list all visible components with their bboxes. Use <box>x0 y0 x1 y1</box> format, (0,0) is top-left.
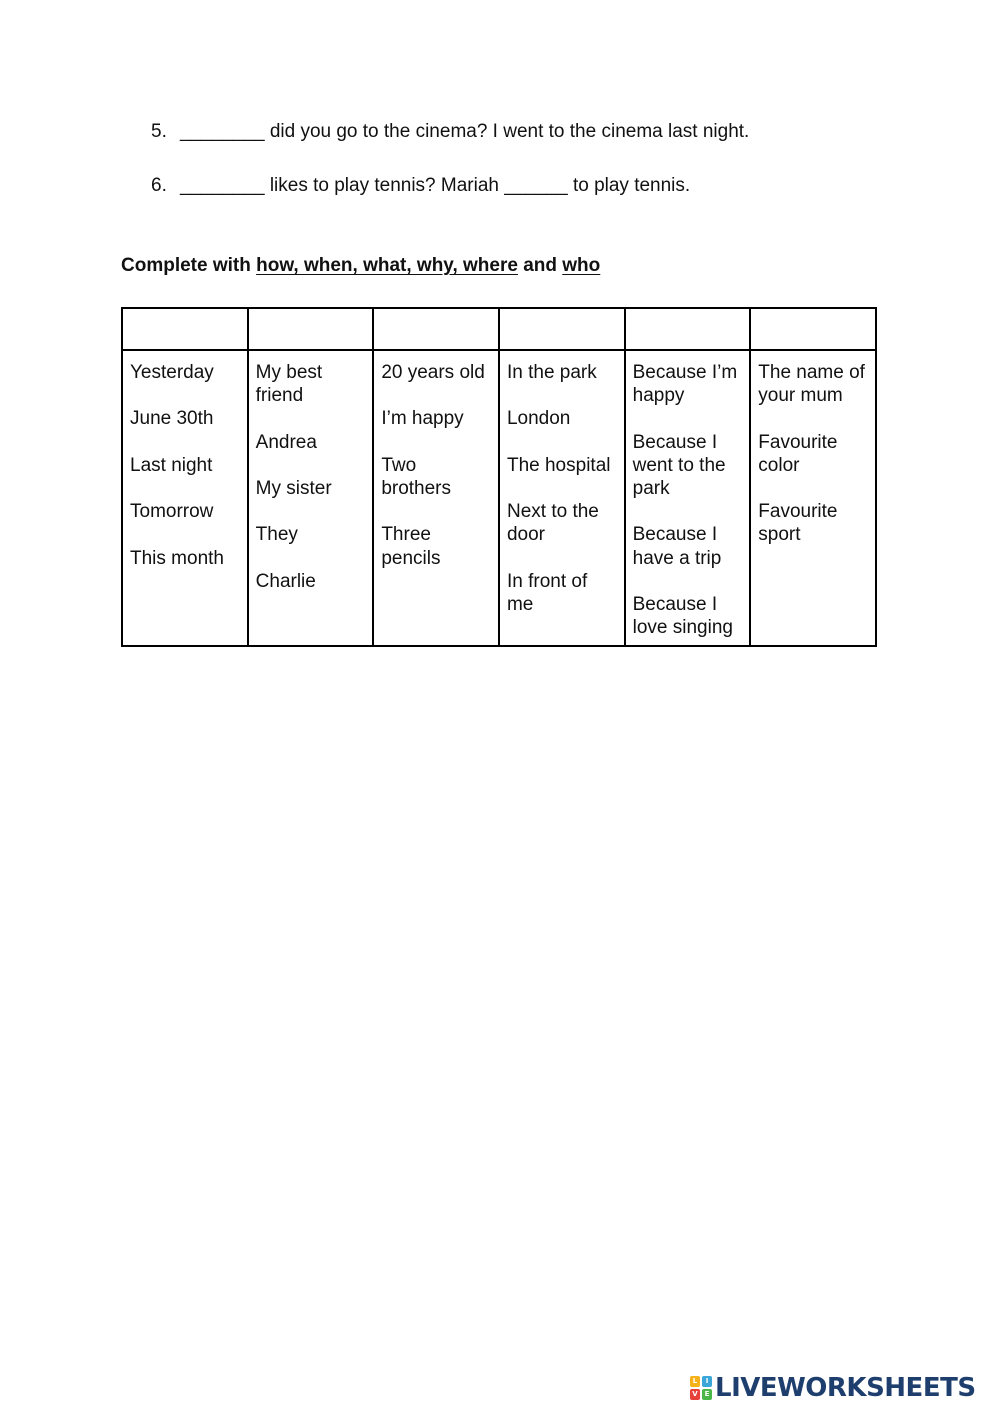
list-item: Next to the door <box>506 501 599 546</box>
liveworksheets-brand <box>690 1373 976 1403</box>
list-item: 20 years old <box>381 362 485 383</box>
brand-name: LIVEWORKSHEETS <box>715 1373 976 1403</box>
list-item: Two brothers <box>381 454 452 499</box>
question-number: 6. <box>151 175 167 196</box>
list-item: They <box>255 524 298 546</box>
instruction-heading <box>121 255 600 277</box>
header-cell-3[interactable] <box>373 308 499 350</box>
list-item: This month <box>130 547 224 569</box>
list-item: I’m happy <box>381 408 464 430</box>
logo-letter: L <box>690 1376 700 1387</box>
header-cell-5[interactable] <box>625 308 751 350</box>
table-header-row <box>122 308 876 350</box>
header-cell-2[interactable] <box>248 308 374 350</box>
column-how <box>373 350 499 646</box>
list-item: In the park <box>506 362 597 383</box>
header-cell-1[interactable] <box>122 308 248 350</box>
list-item: In front of me <box>506 570 588 615</box>
question-5 <box>151 121 749 143</box>
list-item: Favourite sport <box>758 501 838 546</box>
header-cell-4[interactable] <box>499 308 625 350</box>
column-why <box>625 350 751 646</box>
list-item: London <box>506 408 571 430</box>
liveworksheets-logo-icon <box>690 1376 712 1400</box>
logo-letter: V <box>690 1389 700 1400</box>
list-item: Because I have a trip <box>632 524 722 569</box>
list-item: Charlie <box>255 570 316 592</box>
column-who <box>248 350 374 646</box>
instruction-prefix: Complete with <box>121 255 257 276</box>
question-text: ________ did you go to the cinema? I went to the cinema last night. <box>180 121 750 142</box>
question-6 <box>151 175 690 197</box>
list-item: Tomorrow <box>130 501 214 523</box>
column-what <box>750 350 876 646</box>
instruction-words: how, when, what, why, where <box>256 255 518 276</box>
column-when <box>122 350 248 646</box>
list-item: My best friend <box>255 362 323 407</box>
answer-table <box>121 307 877 647</box>
instruction-conjunction: and <box>517 255 563 276</box>
list-item: The name of your mum <box>758 362 865 407</box>
list-item: The hospital <box>506 454 611 476</box>
list-item: Because I love singing <box>632 593 733 639</box>
list-item: Favourite color <box>758 431 838 476</box>
list-item: Because I’m happy <box>632 362 738 407</box>
list-item: Three pencils <box>381 524 441 569</box>
question-text: ________ likes to play tennis? Mariah ______ to play tennis. <box>180 175 691 196</box>
list-item: Yesterday <box>130 362 214 383</box>
list-item: June 30th <box>130 408 214 430</box>
list-item: Andrea <box>255 431 317 453</box>
logo-letter: I <box>702 1376 712 1387</box>
question-number: 5. <box>151 121 167 142</box>
list-item: My sister <box>255 477 332 499</box>
column-where <box>499 350 625 646</box>
logo-letter: E <box>702 1389 712 1400</box>
instruction-last-word: who <box>562 255 601 276</box>
list-item: Because I went to the park <box>632 431 726 499</box>
header-cell-6[interactable] <box>750 308 876 350</box>
list-item: Last night <box>130 454 213 476</box>
table-body-row <box>122 350 876 646</box>
